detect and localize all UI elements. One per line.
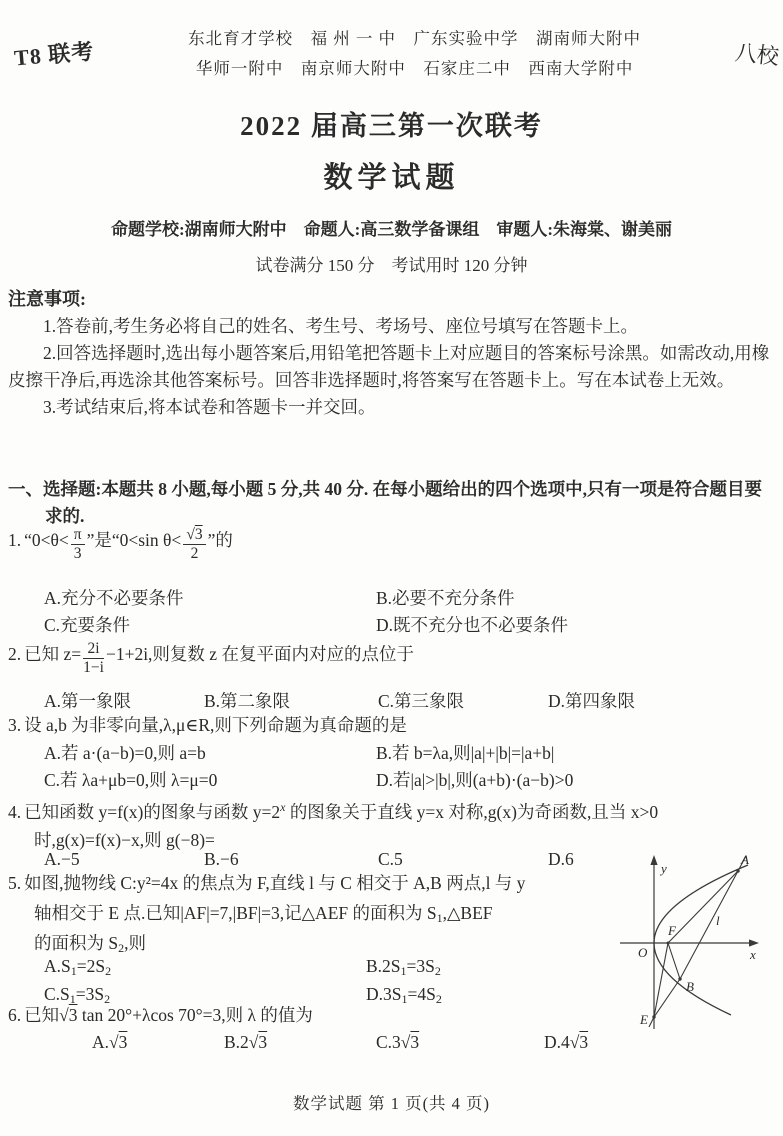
question-3 [8, 712, 775, 737]
label-point-a: A [741, 852, 749, 867]
q2-text-2: −1+2i,则复数 z 在复平面内对应的点位于 [105, 644, 414, 664]
q3-option-d: D.若|a|>|b|,则(a+b)·(a−b)>0 [376, 770, 574, 790]
q4-option-b: B.−6 [204, 849, 239, 869]
radical-sign: √ [59, 1005, 69, 1025]
segment-fb [668, 943, 680, 979]
q1-options-row-1 [8, 585, 775, 610]
q6-options-row [8, 1032, 775, 1053]
radical-sign: √ [186, 526, 195, 544]
q4-number: 4. [8, 802, 22, 822]
q5-sub-s2: 2 [118, 941, 125, 955]
q6-text-2: tan 20°+λcos 70°=3,则 λ 的值为 [77, 1005, 313, 1025]
q5-line-2: 轴相交于 E 点.已知|AF|=7,|BF|=3,记△AEF 的面积为 $S_1,\triangle BEF$ [34, 903, 493, 925]
q5-line-1: 5. 如图,抛物线 C:y²=4x 的焦点为 F,直线 l 与 C 相交于 A,B 两点,l 与 y [8, 873, 526, 893]
q1-options-row-2 [8, 612, 775, 637]
segment-fa [668, 871, 738, 943]
q5-option-c: $C.S_1=3S_2$ [44, 984, 111, 1006]
q6-option-c: C.3√3 [376, 1032, 420, 1052]
q1-option-c: C.充要条件 [44, 615, 131, 635]
label-point-f: F [668, 923, 676, 938]
q6-number: 6. [8, 1005, 22, 1025]
label-y-axis: y [661, 861, 667, 876]
notice-item-2: 2.回答选择题时,选出每小题答案后,用铅笔把答题卡上对应题目的答案标号涂黑。如需改动,用橡皮擦干净后,再选涂其他答案标号。回答非选择题时,将答案写在答题卡上。写在本试卷上无效。 [8, 343, 770, 390]
q6-option-d: D.4√3 [544, 1032, 589, 1052]
q6-option-b: B.2√3 [224, 1032, 268, 1052]
q2-text-1: 已知 z= [24, 644, 82, 664]
exam-series-tag: T8 联考 [13, 38, 96, 71]
q3-options-row-2 [8, 767, 775, 792]
q3-option-c: C.若 λa+μb=0,则 λ=μ=0 [44, 770, 218, 790]
label-origin: O [638, 945, 648, 960]
q1-fraction-sqrt3-2: $\frac{√3}{2}$ [183, 527, 205, 563]
q4-exponent: x [280, 800, 286, 814]
q1-number: 1. [8, 530, 22, 550]
school-list-line1: 东北育才学校 福 州 一 中 广东实验中学 湖南师大附中 [188, 29, 642, 48]
q2-option-c: C.第三象限 [378, 691, 465, 711]
q4-option-c: C.5 [378, 849, 403, 869]
page-footer: 数学试题 第 1 页(共 4 页) [292, 1094, 491, 1113]
exam-meta-score-time: 试卷满分 150 分 考试用时 120 分钟 [255, 256, 528, 275]
q4-text-1: 已知函数 y=f(x)的图象与函数 y=2 [24, 802, 281, 822]
q6-option-a: A.√3 [92, 1032, 128, 1052]
section-1-heading: 一、选择题:本题共 8 小题,每小题 5 分,共 40 分. 在每小题给出的四个选项中,只有一项是符合题目要求的. [8, 479, 762, 526]
q2-options-row [8, 688, 775, 713]
q4-option-a: A.−5 [44, 849, 80, 869]
school-list [94, 24, 735, 83]
eight-schools-badge: 八校 [733, 39, 781, 70]
x-axis-arrow [749, 939, 759, 946]
exam-meta-committee: 命题学校:湖南师大附中 命题人:高三数学备课组 审题人:朱海棠、谢美丽 [111, 220, 672, 239]
q4-text-2: 的图象关于直线 y=x 对称,g(x)为奇函数,且当 x>0 [285, 802, 659, 822]
school-list-line2: 华师一附中 南京师大附中 石家庄二中 西南大学附中 [195, 58, 634, 78]
q3-options-row-1 [8, 740, 775, 765]
question-5 [8, 868, 608, 958]
q6-text-1: 已知 [24, 1005, 60, 1025]
question-2 [8, 641, 775, 677]
q3-number: 3. [8, 715, 22, 735]
q2-option-d: D.第四象限 [548, 691, 636, 711]
q3-option-b: B.若 b=λa,则|a|+|b|=|a+b| [376, 743, 555, 763]
y-axis-arrow [650, 855, 657, 865]
q3-text: 设 a,b 为非零向量,λ,μ∈R,则下列命题为真命题的是 [24, 715, 407, 735]
q1-text-1: “0<θ< [24, 530, 69, 550]
point-b-dot [678, 977, 681, 980]
label-point-e: E [640, 1012, 648, 1027]
exam-title: 2022 届高三第一次联考 [240, 111, 543, 141]
notice-section [8, 286, 775, 421]
q5-option-a: $A.S_1=2S_2$ [44, 956, 112, 978]
subject-title: 数学试题 [323, 162, 460, 194]
label-x-axis: x [750, 947, 756, 962]
q2-option-a: A.第一象限 [44, 691, 132, 711]
q1-option-d: D.既不充分也不必要条件 [376, 615, 569, 635]
q1-option-a: A.充分不必要条件 [44, 588, 184, 608]
notice-item-1: 1.答卷前,考生务必将自己的姓名、考生号、考场号、座位号填写在答题卡上。 [43, 316, 638, 336]
q4-line-1 [8, 793, 775, 826]
question-1 [8, 527, 775, 563]
q5-line-3: 的面积为 $S_2$,则 [34, 933, 146, 955]
q6-radicand: 3 [68, 1005, 78, 1025]
q5-sub-s1: 1 [436, 911, 443, 925]
point-a-dot [736, 869, 739, 872]
q4-line-2: 时,g(x)=f(x)−x,则 g(−8)= [34, 830, 215, 850]
notice-item-3: 3.考试结束后,将本试卷和答题卡一并交回。 [43, 397, 376, 417]
q4-option-d: D.6 [548, 849, 574, 869]
q5-option-b: $B.2S_1=3S_2$ [366, 956, 441, 978]
q2-option-b: B.第二象限 [204, 691, 291, 711]
question-4 [8, 793, 775, 854]
notice-heading: 注意事项: [8, 289, 86, 309]
q1-text-2: ”是“0<sin θ< [86, 530, 182, 550]
q3-option-a: A.若 a·(a−b)=0,则 a=b [44, 743, 206, 763]
q5-number: 5. [8, 873, 22, 893]
q2-number: 2. [8, 644, 22, 664]
q2-fraction-2i-1-i: $\frac{2i}{1-i}$ [83, 640, 104, 677]
point-f-dot [667, 942, 670, 945]
q5-option-d: $D.3S_1=4S_2$ [366, 984, 442, 1006]
question-6 [8, 1002, 775, 1027]
label-point-b: B [686, 979, 694, 994]
page-header [14, 24, 779, 83]
q1-text-3: ”的 [207, 530, 233, 550]
q1-fraction-pi-3: $\frac{\pi}{3}$ [71, 527, 85, 563]
q1-option-b: B.必要不充分条件 [376, 588, 515, 608]
label-line-l: l [716, 913, 720, 928]
